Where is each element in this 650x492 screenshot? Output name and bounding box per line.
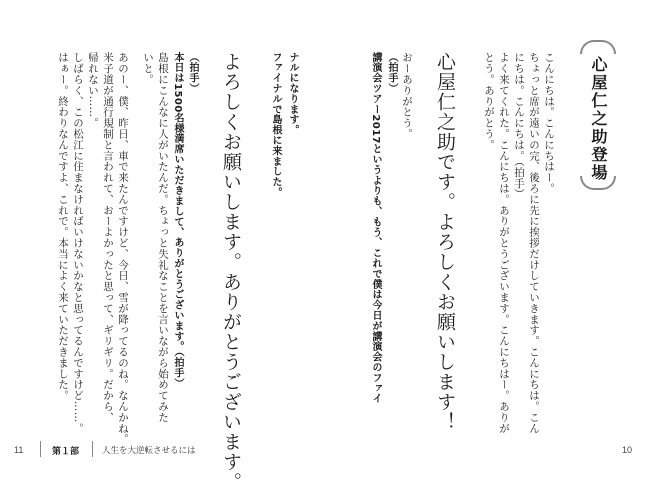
body-line: しばらく、この松江に住まなければいけないかなと思ってるんですけど……。 (72, 52, 84, 434)
body-line: おーありがとう。 (401, 52, 413, 140)
right-page-number: 10 (622, 445, 633, 455)
body-line: はぁー。終わりなんですよ、これで。本当によく来ていただきました。 (57, 52, 69, 401)
applause-note: （拍手） (187, 52, 198, 94)
body-line: 米子道が通行規制と言われて、おーよかったと思って、ギリギリ。だから、 (102, 52, 114, 423)
body-line: 島根にこんなに人がいたんだ。ちょっと失礼なことを言いながら始めてみた (157, 52, 169, 423)
body-line-bold: 講演会ツアー2017というよりも、もう、これで僕は今日が講演会のファイ (370, 52, 381, 404)
body-line-bold: ナルになります。 (287, 52, 298, 136)
body-line: にちは。こんにちは。（拍手） (513, 52, 525, 200)
body-line-bold: 本日は1500名様満席いただきまして、ありがとうございます。（拍手） (172, 52, 183, 389)
body-line: あのー、僕、昨日、車で来たんですけど、今日、雪が降ってるのね。なんかね。 (117, 52, 129, 445)
body-line: よく来てくれた。こんにちは。ありがとうございます。こんにちはー。ありが (498, 52, 510, 434)
body-line-bold: ファイナルで島根に来ました。 (270, 52, 281, 198)
applause-note: （拍手） (386, 52, 397, 94)
footer-part-subtitle: 人生を大逆転させるには (102, 446, 196, 456)
body-line: こんにちは。こんにちはー。 (543, 52, 555, 194)
heading-bracket-bottom (580, 176, 616, 190)
speech-headline: 心屋仁之助です。よろしくお願いします！ (434, 52, 456, 432)
footer-divider (92, 441, 93, 457)
heading-bracket-top (580, 40, 616, 54)
section-title: 心屋仁之助登場 (589, 56, 608, 182)
body-line: 帰れない……。 (87, 52, 99, 129)
footer-part-label: 第１部 (52, 447, 80, 457)
speech-headline: よろしくお願いします。ありがとうございます。 (220, 52, 242, 492)
left-page-number: 11 (14, 445, 24, 455)
body-line: とう。ありがとう。 (483, 52, 495, 151)
section-heading-box (580, 40, 616, 190)
footer-divider (40, 441, 41, 457)
body-line: ちょっと席が遠いの完、後ろに先に挨拶だけしていきます。こんにちは。こん (528, 52, 540, 434)
body-line: いと。 (142, 52, 154, 85)
